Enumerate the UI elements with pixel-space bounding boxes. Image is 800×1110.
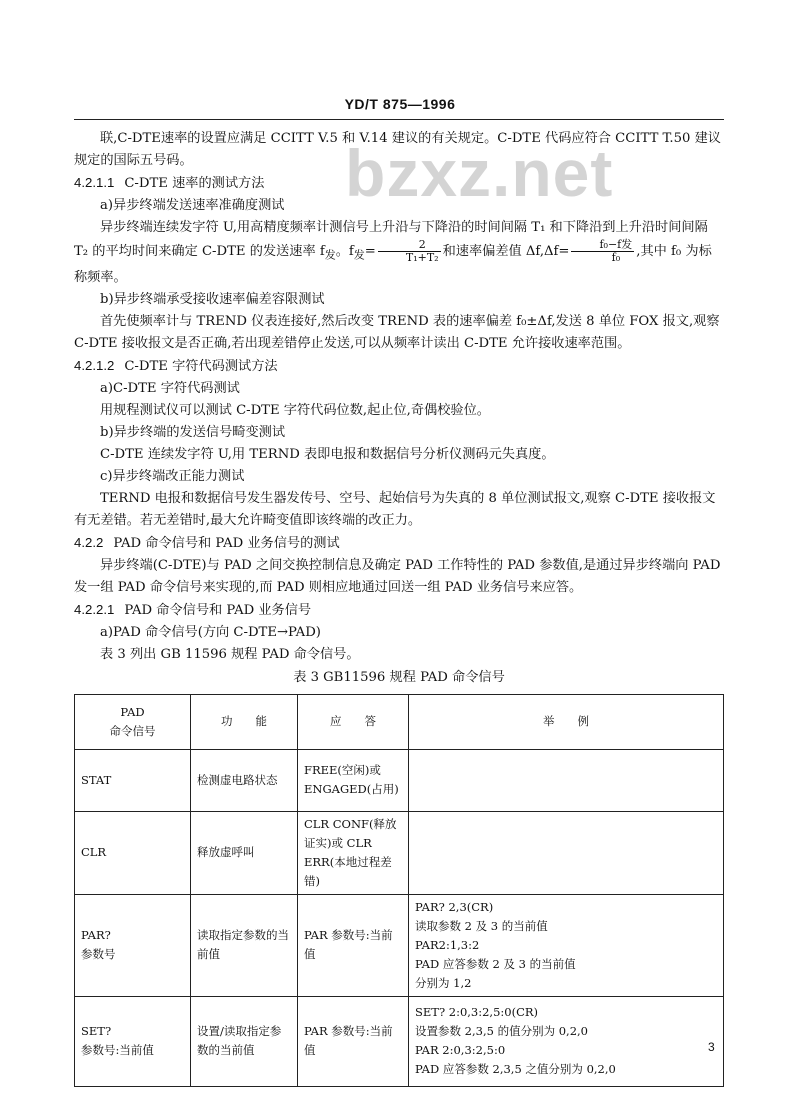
table-cell: PAR 参数号:当前值	[298, 996, 409, 1086]
paragraph: 异步终端(C-DTE)与 PAD 之间交换控制信息及确定 PAD 工作特性的 PAD 参数值,是通过异步终端向 PAD 发一组 PAD 命令信号来实现的,而 PAD 则相应地通过回送一组 PAD 业务信号来应答。	[74, 557, 721, 595]
paragraph: 异步终端连续发字符 U,用高精度频率计测信号上升沿与下降沿的时间间隔 T₁ 和下降沿到上升沿时间间隔 T₂ 的平均时间来确定 C-DTE 的发送速率 $f_发$。$f_发=$ $\frac{2}{\text{T₁+T₂}}$ 和速率偏差值 Δf,Δf= $\frac{\text{f₀−f发}}{\text{f₀}}$ ,其中 f₀ 为标称频率。	[74, 220, 712, 285]
table-cell	[409, 811, 724, 894]
paragraph: TERND 电报和数据信号发生器发传号、空号、起始信号为失真的 8 单位测试报文,观察 C-DTE 接收报文有无差错。若无差错时,最大允许畸变值即该终端的改正力。	[74, 490, 716, 528]
section-heading: 4.2.1.2 C-DTE 字符代码测试方法	[74, 357, 278, 374]
paragraph: 用规程测试仪可以测试 C-DTE 字符代码位数,起止位,奇偶校验位。	[100, 402, 490, 418]
table-caption: 表 3 GB11596 规程 PAD 命令信号	[293, 669, 505, 685]
section-heading: 4.2.2.1 PAD 命令信号和 PAD 业务信号	[74, 601, 312, 618]
paragraph: C-DTE 连续发字符 U,用 TERND 表即电报和数据信号分析仪测码元失真度。	[100, 446, 555, 462]
header-cell: 功 能	[191, 694, 298, 749]
table-row	[75, 996, 724, 1086]
table-cell: FREE(空闲)或 ENGAGED(占用)	[298, 749, 409, 811]
paragraph: 联,C-DTE速率的设置应满足 CCITT V.5 和 V.14 建议的有关规定。C-DTE 代码应符合 CCITT T.50 建议规定的国际五号码。	[74, 131, 721, 168]
pad-command-table	[74, 694, 724, 1087]
section-heading: 4.2.2 PAD 命令信号和 PAD 业务信号的测试	[74, 534, 340, 551]
header-cell: 举 例	[409, 694, 724, 749]
table-header-row	[75, 694, 724, 749]
document-body	[74, 128, 724, 1087]
table-cell: PAR? 参数号	[75, 894, 191, 996]
table-cell: SET? 2:0,3:2,5:0(CR) 设置参数 2,3,5 的值分别为 0,2,0 PAR 2:0,3:2,5:0 PAD 应答参数 2,3,5 之值分别为 0,2,0	[409, 996, 724, 1086]
header-cell: 应 答	[298, 694, 409, 749]
table-cell: 释放虚呼叫	[191, 811, 298, 894]
header-cell: PAD 命令信号	[75, 694, 191, 749]
paragraph: 首先使频率计与 TREND 仪表连接好,然后改变 TREND 表的速率偏差 f₀±Δf,发送 8 单位 FOX 报文,观察 C-DTE 接收报文是否正确,若出现差错停止发送,可以从频率计读出 C-DTE 允许接收速率范围。	[74, 313, 720, 351]
subheading: c)异步终端改正能力测试	[100, 468, 245, 484]
table-cell: PAR? 2,3(CR) 读取参数 2 及 3 的当前值 PAR2:1,3:2 PAD 应答参数 2 及 3 的当前值 分别为 1,2	[409, 894, 724, 996]
subheading: a)C-DTE 字符代码测试	[100, 380, 240, 396]
header-rule	[74, 119, 724, 120]
table-cell: SET? 参数号:当前值	[75, 996, 191, 1086]
table-row	[75, 749, 724, 811]
table-cell: CLR	[75, 811, 191, 894]
table-cell: 设置/读取指定参数的当前值	[191, 996, 298, 1086]
page-number: 3	[708, 1040, 715, 1054]
table-row	[75, 894, 724, 996]
table-cell	[409, 749, 724, 811]
watermark: bzxz.net	[345, 136, 614, 210]
table-cell: 检测虚电路状态	[191, 749, 298, 811]
subheading: a)异步终端发送速率准确度测试	[100, 198, 285, 213]
table-cell: STAT	[75, 749, 191, 811]
subheading: b)异步终端的发送信号畸变测试	[100, 424, 286, 440]
table-cell: CLR CONF(释放证实)或 CLR ERR(本地过程差错)	[298, 811, 409, 894]
table-cell: 读取指定参数的当前值	[191, 894, 298, 996]
subheading: a)PAD 命令信号(方向 C-DTE→PAD)	[100, 624, 321, 640]
subheading: b)异步终端承受接收速率偏差容限测试	[100, 291, 325, 307]
formula-fraction: $\frac{\text{f₀−f发}}{\text{f₀}}$	[571, 239, 634, 264]
paragraph: 表 3 列出 GB 11596 规程 PAD 命令信号。	[100, 646, 360, 662]
document-code: YD/T 875—1996	[344, 96, 456, 112]
table-cell: PAR 参数号:当前值	[298, 894, 409, 996]
section-heading: 4.2.1.1 C-DTE 速率的测试方法	[74, 175, 265, 191]
table-row	[75, 811, 724, 894]
formula-fraction: $\frac{2}{\text{T₁+T₂}}$	[378, 239, 441, 264]
